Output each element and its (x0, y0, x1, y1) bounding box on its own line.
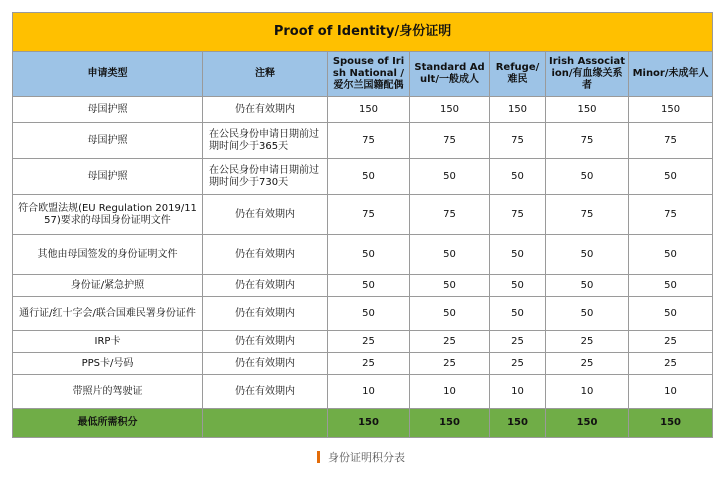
points-cell: 25 (410, 353, 490, 375)
application-type-cell: 身份证/紧急护照 (13, 275, 203, 297)
points-cell: 50 (629, 235, 713, 275)
points-cell: 50 (410, 275, 490, 297)
points-cell: 75 (546, 195, 629, 235)
minimum-points-cell: 150 (410, 409, 490, 438)
column-header: Refuge/难民 (490, 52, 546, 97)
points-cell: 50 (328, 275, 410, 297)
points-cell: 75 (410, 195, 490, 235)
note-cell: 仍在有效期内 (203, 275, 328, 297)
footer-row (13, 409, 713, 438)
points-cell: 25 (546, 353, 629, 375)
minimum-points-cell: 150 (328, 409, 410, 438)
points-cell: 150 (629, 97, 713, 123)
table-row (13, 235, 713, 275)
points-cell: 50 (328, 235, 410, 275)
points-cell: 75 (629, 195, 713, 235)
note-cell: 仍在有效期内 (203, 97, 328, 123)
column-header: 申请类型 (13, 52, 203, 97)
table-row (13, 375, 713, 409)
points-cell: 75 (328, 195, 410, 235)
table-row (13, 297, 713, 331)
column-header: Spouse of Irish National /爱尔兰国籍配偶 (328, 52, 410, 97)
points-cell: 50 (546, 235, 629, 275)
points-cell: 75 (328, 123, 410, 159)
table-row (13, 123, 713, 159)
points-cell: 50 (490, 159, 546, 195)
table-row (13, 331, 713, 353)
table-row (13, 159, 713, 195)
minimum-points-label: 最低所需积分 (13, 409, 203, 438)
points-cell: 25 (490, 331, 546, 353)
points-cell: 25 (629, 353, 713, 375)
note-cell: 在公民身份申请日期前过期时间少于365天 (203, 123, 328, 159)
table-body (13, 97, 713, 409)
points-cell: 50 (546, 159, 629, 195)
footer-note-cell (203, 409, 328, 438)
note-cell: 仍在有效期内 (203, 195, 328, 235)
points-cell: 150 (546, 97, 629, 123)
points-cell: 50 (629, 275, 713, 297)
points-cell: 50 (546, 297, 629, 331)
table-row (13, 195, 713, 235)
application-type-cell: 符合欧盟法规(EU Regulation 2019/1157)要求的母国身份证明文件 (13, 195, 203, 235)
points-cell: 75 (629, 123, 713, 159)
points-cell: 25 (490, 353, 546, 375)
points-cell: 150 (328, 97, 410, 123)
application-type-cell: 母国护照 (13, 97, 203, 123)
application-type-cell: 其他由母国签发的身份证明文件 (13, 235, 203, 275)
note-cell: 在公民身份申请日期前过期时间少于730天 (203, 159, 328, 195)
points-cell: 75 (490, 195, 546, 235)
note-cell: 仍在有效期内 (203, 235, 328, 275)
column-header: Irish Association/有血缘关系者 (546, 52, 629, 97)
points-cell: 25 (629, 331, 713, 353)
column-header: Standard Adult/一般成人 (410, 52, 490, 97)
note-cell: 仍在有效期内 (203, 375, 328, 409)
caption-text: 身份证明积分表 (328, 451, 405, 464)
points-cell: 50 (328, 297, 410, 331)
application-type-cell: 母国护照 (13, 159, 203, 195)
points-cell: 75 (490, 123, 546, 159)
points-cell: 25 (328, 353, 410, 375)
column-header: 注释 (203, 52, 328, 97)
application-type-cell: 通行证/红十字会/联合国难民署身份证件 (13, 297, 203, 331)
note-cell: 仍在有效期内 (203, 297, 328, 331)
caption-accent-bar (317, 451, 320, 463)
header-row (13, 52, 713, 97)
application-type-cell: 母国护照 (13, 123, 203, 159)
points-cell: 50 (410, 159, 490, 195)
application-type-cell: 带照片的驾驶证 (13, 375, 203, 409)
table-caption (0, 449, 722, 465)
points-cell: 50 (629, 159, 713, 195)
points-cell: 25 (328, 331, 410, 353)
points-cell: 10 (328, 375, 410, 409)
application-type-cell: PPS卡/号码 (13, 353, 203, 375)
points-cell: 10 (629, 375, 713, 409)
points-cell: 150 (410, 97, 490, 123)
points-cell: 50 (328, 159, 410, 195)
column-header: Minor/未成年人 (629, 52, 713, 97)
minimum-points-cell: 150 (546, 409, 629, 438)
minimum-points-cell: 150 (629, 409, 713, 438)
points-cell: 25 (410, 331, 490, 353)
points-cell: 50 (490, 235, 546, 275)
points-cell: 50 (629, 297, 713, 331)
points-cell: 150 (490, 97, 546, 123)
table-title: Proof of Identity/身份证明 (13, 13, 713, 52)
points-cell: 50 (490, 297, 546, 331)
points-cell: 75 (546, 123, 629, 159)
identity-points-table (12, 12, 713, 438)
points-cell: 10 (490, 375, 546, 409)
note-cell: 仍在有效期内 (203, 331, 328, 353)
minimum-points-cell: 150 (490, 409, 546, 438)
points-cell: 25 (546, 331, 629, 353)
application-type-cell: IRP卡 (13, 331, 203, 353)
points-cell: 50 (490, 275, 546, 297)
points-cell: 75 (410, 123, 490, 159)
table-row (13, 97, 713, 123)
identity-points-table-container (12, 12, 712, 438)
points-cell: 10 (546, 375, 629, 409)
points-cell: 50 (410, 297, 490, 331)
table-row (13, 275, 713, 297)
table-row (13, 353, 713, 375)
points-cell: 10 (410, 375, 490, 409)
points-cell: 50 (546, 275, 629, 297)
note-cell: 仍在有效期内 (203, 353, 328, 375)
points-cell: 50 (410, 235, 490, 275)
